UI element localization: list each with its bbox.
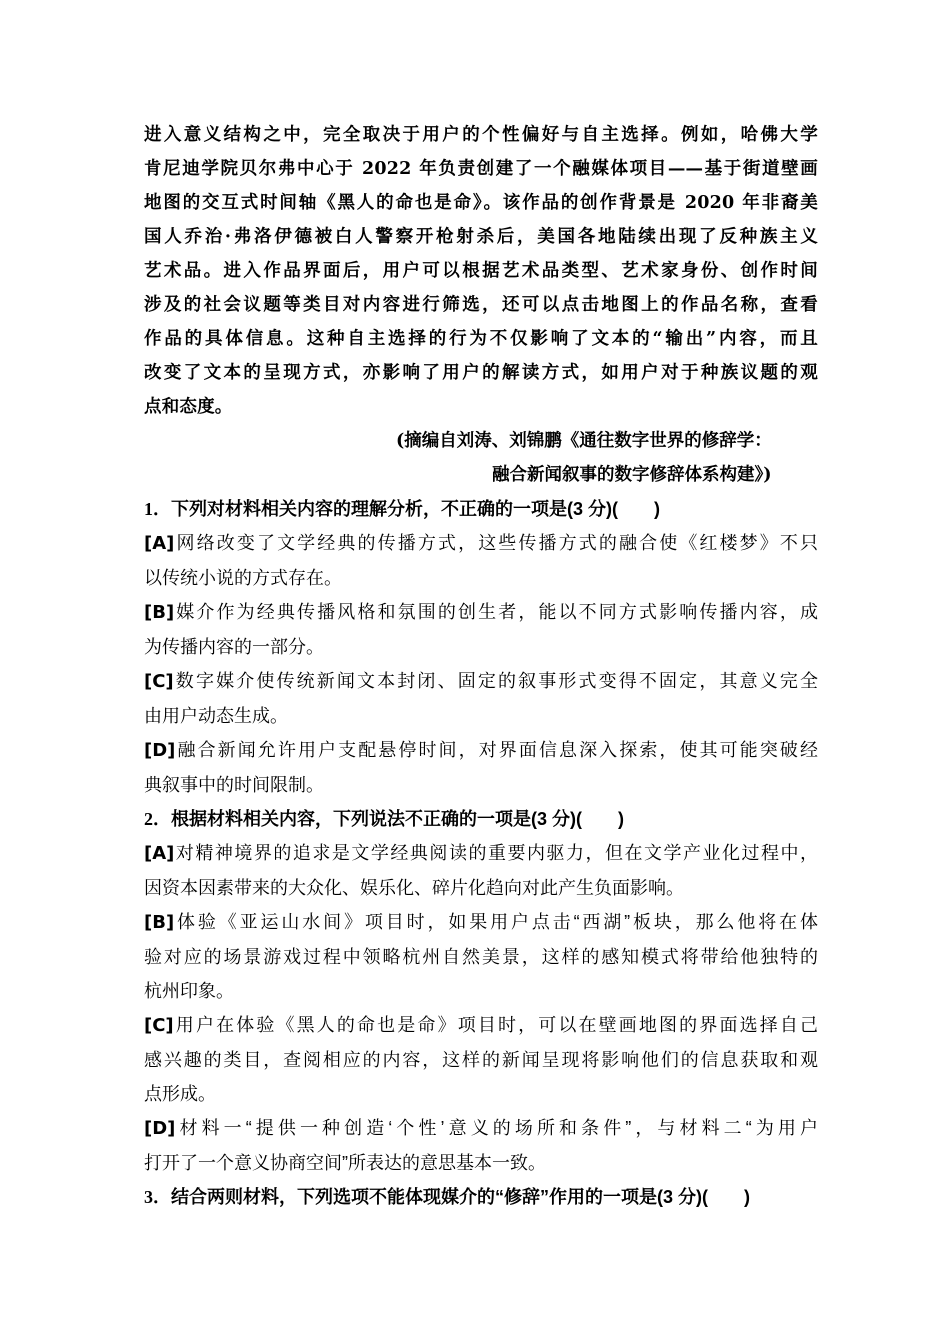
option-line [144,664,818,699]
option-line [144,1008,818,1043]
question-stem [144,492,818,526]
source-line: (摘编自刘涛、刘锦鹏《通往数字世界的修辞学： [396,431,772,451]
option-letter: [A] [144,533,175,554]
option-line: 验对应的场景游戏过程中领略杭州自然美景，这样的感知模式将带给他独特的 [144,947,818,967]
option-line: 点形成。 [144,1084,216,1104]
source-line: 融合新闻叙事的数字修辞体系构建》) [492,465,772,485]
option-letter: [B] [144,602,175,623]
option-a[interactable] [144,526,818,595]
option-line: 由用户动态生成。 [144,706,288,726]
passage-line: 涉及的社会议题等类目对内容进行筛选，还可以点击地图上的作品名称，查看 [144,295,818,315]
question-text: 结合两则材料，下列选项不能体现媒介的“修辞”作用的一项是(3 分)( ) [171,1187,750,1207]
option-text: 融合新闻允许用户支配悬停时间，对界面信息深入探索，使其可能突破经 [175,740,818,760]
option-text: 材料一“提供一种创造‘个性’意义的场所和条件”，与材料二“为用户 [175,1118,818,1138]
passage-line: 改变了文本的呈现方式，亦影响了用户的解读方式，如用户对于种族议题的观 [144,363,818,383]
option-b[interactable] [144,905,818,1008]
option-d[interactable] [144,1111,818,1180]
option-text: 用户在体验《黑人的命也是命》项目时，可以在壁画地图的界面选择自己 [173,1015,818,1035]
material-passage [144,118,818,424]
question-3 [144,1180,818,1214]
option-c[interactable] [144,664,818,733]
passage-line: 肯尼迪学院贝尔弗中心于 2022 年负责创建了一个融媒体项目——基于街道壁画 [144,159,818,179]
option-text: 对精神境界的追求是文学经典阅读的重要内驱力，但在文学产业化过程中， [174,843,818,863]
option-text: 体验《亚运山水间》项目时，如果用户点击“西湖”板块，那么他将在体 [174,912,818,932]
option-line [144,733,818,768]
option-b[interactable] [144,595,818,664]
document-page [144,118,818,1214]
passage-line: 地图的交互式时间轴《黑人的命也是命》。该作品的创作背景是 2020 年非裔美 [144,193,818,213]
question-text: 根据材料相关内容，下列说法不正确的一项是(3 分)( ) [171,809,624,829]
question-number: 1． [144,499,171,519]
question-2 [144,802,818,1180]
passage-line: 进入意义结构之中，完全取决于用户的个性偏好与自主选择。例如，哈佛大学 [144,125,818,145]
option-letter: [A] [144,843,175,864]
option-text: 网络改变了文学经典的传播方式，这些传播方式的融合使《红楼梦》不只 [174,533,818,553]
source-citation [144,424,818,492]
option-letter: [D] [144,740,176,761]
option-letter: [D] [144,1118,176,1139]
option-line [144,905,818,940]
option-letter: [C] [144,671,174,692]
option-line [144,836,818,871]
option-line: 以传统小说的方式存在。 [144,568,342,588]
option-line: 典叙事中的时间限制。 [144,775,324,795]
option-line [144,595,818,630]
question-number: 3． [144,1187,171,1207]
passage-line: 国人乔治·弗洛伊德被白人警察开枪射杀后，美国各地陆续出现了反种族主义 [144,227,818,247]
option-text: 媒介作为经典传播风格和氛围的创生者，能以不同方式影响传播内容，成 [174,602,818,622]
option-a[interactable] [144,836,818,905]
question-number: 2． [144,809,171,829]
option-letter: [C] [144,1015,174,1036]
passage-line: 点和态度。 [144,397,233,417]
question-stem [144,1180,818,1214]
question-stem [144,802,818,836]
option-line [144,1111,818,1146]
option-line: 因资本因素带来的大众化、娱乐化、碎片化趋向对此产生负面影响。 [144,878,684,898]
option-line: 为传播内容的一部分。 [144,637,324,657]
question-1 [144,492,818,802]
option-d[interactable] [144,733,818,802]
passage-line: 作品的具体信息。这种自主选择的行为不仅影响了文本的“输出”内容，而且 [144,329,818,349]
option-line [144,526,818,561]
option-line: 杭州印象。 [144,981,234,1001]
option-letter: [B] [144,912,175,933]
option-c[interactable] [144,1008,818,1111]
option-line: 打开了一个意义协商空间”所表达的意思基本一致。 [144,1153,546,1173]
option-line: 感兴趣的类目，查阅相应的内容，这样的新闻呈现将影响他们的信息获取和观 [144,1050,818,1070]
question-text: 下列对材料相关内容的理解分析，不正确的一项是(3 分)( ) [171,499,660,519]
option-text: 数字媒介使传统新闻文本封闭、固定的叙事形式变得不固定，其意义完全 [173,671,818,691]
passage-paragraph [144,118,818,424]
passage-line: 艺术品。进入作品界面后，用户可以根据艺术品类型、艺术家身份、创作时间 [144,261,818,281]
